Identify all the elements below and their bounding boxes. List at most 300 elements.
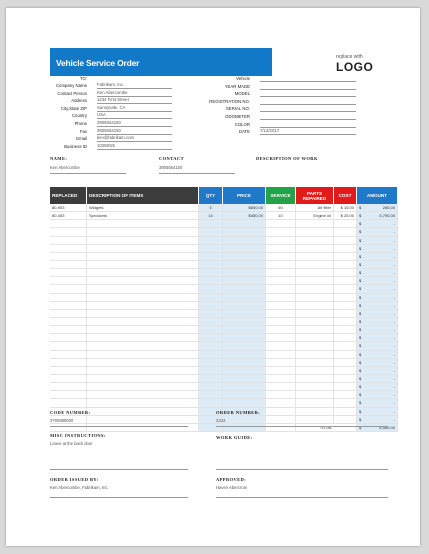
price-cell xyxy=(223,252,266,260)
replaced-cell xyxy=(50,244,87,252)
price-cell xyxy=(223,366,266,374)
amount-currency: $ xyxy=(359,262,362,268)
amount-value: - xyxy=(393,237,395,243)
amount-currency: $ xyxy=(359,319,362,325)
qty-cell xyxy=(199,277,223,285)
code-number-underline xyxy=(50,426,188,427)
description-cell xyxy=(87,358,199,366)
parts-cell xyxy=(296,366,334,374)
amount-cell xyxy=(357,277,398,285)
replaced-cell xyxy=(50,374,87,382)
price-cell xyxy=(223,220,266,228)
replaced-cell xyxy=(50,236,87,244)
to-field-value: Sunnyvale, CA xyxy=(97,105,172,112)
parts-cell xyxy=(296,236,334,244)
parts-cell xyxy=(296,260,334,268)
replaced-cell xyxy=(50,326,87,334)
amount-cell xyxy=(357,399,398,407)
cost-cell xyxy=(334,317,357,325)
amount-value: - xyxy=(393,367,395,373)
parts-cell xyxy=(296,415,334,423)
col-amount: AMOUNT xyxy=(357,187,398,204)
amount-value: - xyxy=(393,359,395,365)
description-cell xyxy=(87,220,199,228)
service-cell xyxy=(266,236,296,244)
cost-cell xyxy=(334,244,357,252)
table-header-row xyxy=(50,187,398,204)
amount-currency: $ xyxy=(359,384,362,390)
replaced-cell xyxy=(50,399,87,407)
service-cell xyxy=(266,326,296,334)
parts-cell xyxy=(296,244,334,252)
price-cell: $600.00 xyxy=(223,204,266,212)
price-cell xyxy=(223,326,266,334)
parts-cell xyxy=(296,285,334,293)
cost-cell xyxy=(334,383,357,391)
service-cell xyxy=(266,309,296,317)
table-row xyxy=(50,366,398,374)
amount-currency: $ xyxy=(359,400,362,406)
amount-cell xyxy=(357,236,398,244)
table-row xyxy=(50,317,398,325)
replaced-cell xyxy=(50,391,87,399)
cost-cell xyxy=(334,285,357,293)
amount-currency: $ xyxy=(359,229,362,235)
description-cell xyxy=(87,309,199,317)
order-number-label: ORDER NUMBER: xyxy=(216,410,261,415)
empty-cell xyxy=(87,423,199,431)
table-row xyxy=(50,358,398,366)
amount-cell xyxy=(357,301,398,309)
amount-cell xyxy=(357,358,398,366)
table-row xyxy=(50,212,398,220)
work-guide-underline xyxy=(216,469,388,470)
table-row xyxy=(50,293,398,301)
amount-value: - xyxy=(393,221,395,227)
cost-cell xyxy=(334,260,357,268)
service-cell xyxy=(266,293,296,301)
amount-cell xyxy=(357,317,398,325)
amount-cell xyxy=(357,374,398,382)
amount-value: - xyxy=(393,245,395,251)
description-cell xyxy=(87,407,199,415)
cost-cell: $ 15.00 xyxy=(334,204,357,212)
replaced-cell xyxy=(50,317,87,325)
description-cell xyxy=(87,277,199,285)
service-cell xyxy=(266,342,296,350)
price-cell xyxy=(223,269,266,277)
qty-cell xyxy=(199,228,223,236)
description-cell xyxy=(87,350,199,358)
code-number-value: 3780889000 xyxy=(50,418,74,423)
service-cell xyxy=(266,358,296,366)
table-row xyxy=(50,260,398,268)
replaced-cell xyxy=(50,342,87,350)
to-field-value: 1025EN5 xyxy=(97,143,172,150)
parts-cell xyxy=(296,220,334,228)
misc-instructions-value: Leave at the back door xyxy=(50,441,93,446)
parts-cell xyxy=(296,374,334,382)
replaced-cell xyxy=(50,220,87,228)
cost-cell xyxy=(334,326,357,334)
cost-cell xyxy=(334,391,357,399)
amount-value: - xyxy=(393,384,395,390)
amount-value: - xyxy=(393,351,395,357)
price-cell xyxy=(223,244,266,252)
amount-cell xyxy=(357,212,398,220)
description-cell xyxy=(87,366,199,374)
to-field-label: Business ID xyxy=(64,143,87,149)
price-cell xyxy=(223,374,266,382)
col-service: SERVICE xyxy=(266,187,296,204)
price-cell xyxy=(223,391,266,399)
replaced-cell xyxy=(50,269,87,277)
vehicle-field-label: SERIAL NO. xyxy=(226,106,250,112)
service-cell: 50 xyxy=(266,204,296,212)
amount-currency: $ xyxy=(359,359,362,365)
cost-cell xyxy=(334,301,357,309)
price-cell xyxy=(223,301,266,309)
description-cell xyxy=(87,293,199,301)
qty-cell xyxy=(199,236,223,244)
vehicle-field-label: ODOMETER xyxy=(225,114,250,119)
service-cell xyxy=(266,301,296,309)
price-cell xyxy=(223,383,266,391)
qty-cell xyxy=(199,334,223,342)
price-cell xyxy=(223,228,266,236)
amount-value: - xyxy=(393,310,395,316)
order-number-value: 2234 xyxy=(216,418,226,423)
work-description-label: DESCRIPTION OF WORK xyxy=(256,156,318,161)
description-cell xyxy=(87,391,199,399)
qty-cell xyxy=(199,358,223,366)
amount-cell xyxy=(357,415,398,423)
price-cell xyxy=(223,309,266,317)
contact-underline xyxy=(159,173,235,174)
amount-currency: $ xyxy=(359,278,362,284)
table-row xyxy=(50,220,398,228)
replaced-cell: 80-903 xyxy=(50,204,87,212)
vehicle-field-value: 7/12/2017 xyxy=(260,128,356,135)
qty-cell xyxy=(199,399,223,407)
name-underline xyxy=(50,173,126,174)
amount-value: 285.00 xyxy=(382,205,395,211)
description-cell xyxy=(87,260,199,268)
amount-currency: $ xyxy=(359,343,362,349)
col-description: DESCRIPTION OF ITEMS xyxy=(87,187,199,204)
cost-cell: $ 25.00 xyxy=(334,212,357,220)
amount-currency: $ xyxy=(359,408,362,414)
empty-cell xyxy=(223,423,266,431)
amount-value: - xyxy=(393,294,395,300)
empty-cell xyxy=(50,423,87,431)
to-heading: TO: xyxy=(79,76,87,81)
amount-cell xyxy=(357,383,398,391)
price-cell xyxy=(223,415,266,423)
description-cell xyxy=(87,269,199,277)
qty-cell xyxy=(199,252,223,260)
amount-value: - xyxy=(393,335,395,341)
amount-currency: $ xyxy=(359,237,362,243)
items-body xyxy=(50,204,398,431)
amount-value: - xyxy=(393,229,395,235)
vehicle-field-value xyxy=(260,83,356,90)
cost-cell xyxy=(334,334,357,342)
to-field-value: Ken Abercombe xyxy=(97,90,172,97)
service-cell xyxy=(266,228,296,236)
amount-currency: $ xyxy=(359,253,362,259)
parts-cell xyxy=(296,334,334,342)
description-cell xyxy=(87,285,199,293)
price-cell xyxy=(223,358,266,366)
name-value: Ken Abercombe xyxy=(50,165,80,170)
qty-cell: 3 xyxy=(199,204,223,212)
cost-cell xyxy=(334,252,357,260)
parts-cell xyxy=(296,317,334,325)
amount-value: - xyxy=(393,343,395,349)
misc-instructions-underline xyxy=(50,469,188,470)
cost-cell xyxy=(334,407,357,415)
replaced-cell xyxy=(50,285,87,293)
parts-cell: Air filter xyxy=(296,204,334,212)
col-price: PRICE xyxy=(223,187,266,204)
qty-cell: 14 xyxy=(199,212,223,220)
cost-cell xyxy=(334,220,357,228)
amount-value: - xyxy=(393,392,395,398)
table-row xyxy=(50,326,398,334)
description-cell xyxy=(87,252,199,260)
vehicle-field-label: YEAR MADE xyxy=(224,83,250,89)
parts-cell xyxy=(296,399,334,407)
amount-currency: $ xyxy=(359,327,362,333)
replaced-cell xyxy=(50,252,87,260)
table-row xyxy=(50,309,398,317)
cost-cell xyxy=(334,358,357,366)
approved-value: Haven Abercrom xyxy=(216,485,248,490)
cost-cell xyxy=(334,399,357,407)
name-label: NAME: xyxy=(50,156,68,161)
to-field-label: Contact Person xyxy=(57,90,87,96)
parts-cell xyxy=(296,350,334,358)
amount-currency: $ xyxy=(359,416,362,422)
to-field-value: USA xyxy=(97,112,172,119)
amount-value: - xyxy=(393,286,395,292)
parts-cell xyxy=(296,358,334,366)
to-field-label: Address xyxy=(71,98,87,104)
qty-cell xyxy=(199,374,223,382)
service-cell xyxy=(266,317,296,325)
amount-value: - xyxy=(393,262,395,268)
description-cell xyxy=(87,342,199,350)
replaced-cell xyxy=(50,383,87,391)
contact-label: CONTACT xyxy=(159,156,184,161)
amount-cell xyxy=(357,366,398,374)
col-cost: COST xyxy=(334,187,357,204)
table-row xyxy=(50,391,398,399)
description-cell xyxy=(87,236,199,244)
amount-value: - xyxy=(393,416,395,422)
vehicle-field-value xyxy=(260,113,356,120)
description-cell xyxy=(87,415,199,423)
amount-cell xyxy=(357,342,398,350)
amount-cell xyxy=(357,252,398,260)
approved-label: APPROVED: xyxy=(216,477,247,482)
price-cell xyxy=(223,236,266,244)
amount-currency: $ xyxy=(359,351,362,357)
table-row xyxy=(50,204,398,212)
vehicle-field-label: COLOR xyxy=(234,121,250,127)
table-row xyxy=(50,244,398,252)
to-field-value: ken@fabrikam.com xyxy=(97,135,172,142)
amount-value: - xyxy=(393,278,395,284)
order-issued-by-label: ORDER ISSUED BY: xyxy=(50,477,99,482)
parts-cell xyxy=(296,326,334,334)
cost-cell xyxy=(334,415,357,423)
amount-currency: $ xyxy=(359,310,362,316)
order-issued-by-value: Ken Abercombe, Fabrikam, Inc. xyxy=(50,485,109,490)
amount-value: - xyxy=(393,400,395,406)
contact-value: 3905554150 xyxy=(159,165,183,170)
amount-currency: $ xyxy=(359,221,362,227)
vehicle-field-value xyxy=(260,90,356,97)
amount-value: - xyxy=(393,327,395,333)
document-title: Vehicle Service Order xyxy=(56,58,140,68)
table-row xyxy=(50,277,398,285)
price-cell xyxy=(223,285,266,293)
parts-cell xyxy=(296,407,334,415)
qty-cell xyxy=(199,301,223,309)
amount-currency: $ xyxy=(359,213,362,219)
cost-cell xyxy=(334,277,357,285)
parts-cell xyxy=(296,391,334,399)
amount-value: - xyxy=(393,302,395,308)
table-row xyxy=(50,301,398,309)
vehicle-field-label: Vehicle xyxy=(236,76,250,81)
amount-currency: $ xyxy=(359,302,362,308)
misc-instructions-label: MISC INSTRUCTIONS: xyxy=(50,433,106,438)
qty-cell xyxy=(199,285,223,293)
order-issued-by-underline xyxy=(50,497,188,498)
parts-cell xyxy=(296,309,334,317)
qty-cell xyxy=(199,244,223,252)
service-cell xyxy=(266,244,296,252)
price-cell xyxy=(223,342,266,350)
description-cell xyxy=(87,301,199,309)
service-cell xyxy=(266,415,296,423)
amount-currency: $ xyxy=(359,245,362,251)
parts-cell: Engine oil xyxy=(296,212,334,220)
amount-currency: $ xyxy=(359,376,362,382)
amount-currency: $ xyxy=(359,270,362,276)
description-cell xyxy=(87,383,199,391)
order-number-underline xyxy=(216,426,388,427)
description-cell: Sprockets xyxy=(87,212,199,220)
parts-cell xyxy=(296,269,334,277)
description-cell xyxy=(87,326,199,334)
amount-value: - xyxy=(393,270,395,276)
amount-currency: $ xyxy=(359,205,362,211)
table-row xyxy=(50,342,398,350)
to-field-label: Fax xyxy=(79,128,87,134)
amount-cell xyxy=(357,293,398,301)
price-cell xyxy=(223,399,266,407)
price-cell xyxy=(223,317,266,325)
amount-currency: $ xyxy=(359,294,362,300)
items-table xyxy=(50,187,398,432)
price-cell xyxy=(223,350,266,358)
replaced-cell xyxy=(50,358,87,366)
amount-currency: $ xyxy=(359,335,362,341)
price-cell: $450.00 xyxy=(223,212,266,220)
col-qty: QTY xyxy=(199,187,223,204)
description-cell xyxy=(87,317,199,325)
parts-cell xyxy=(296,293,334,301)
amount-cell xyxy=(357,391,398,399)
amount-cell xyxy=(357,220,398,228)
description-cell xyxy=(87,244,199,252)
vehicle-field-label: REGISTRATION NO. xyxy=(209,98,250,104)
price-cell xyxy=(223,277,266,285)
amount-cell xyxy=(357,228,398,236)
table-row xyxy=(50,383,398,391)
amount-cell xyxy=(357,407,398,415)
replaced-cell xyxy=(50,293,87,301)
amount-cell xyxy=(357,334,398,342)
qty-cell xyxy=(199,326,223,334)
to-field-value: 3905554150 xyxy=(97,120,172,127)
replaced-cell xyxy=(50,228,87,236)
document-page xyxy=(6,8,420,546)
amount-cell xyxy=(357,204,398,212)
amount-cell xyxy=(357,326,398,334)
qty-cell xyxy=(199,293,223,301)
total-row xyxy=(50,423,398,431)
cost-cell xyxy=(334,269,357,277)
replaced-cell xyxy=(50,350,87,358)
description-cell xyxy=(87,228,199,236)
col-parts-repaired: PARTS REPAIRED xyxy=(296,187,334,204)
table-row xyxy=(50,350,398,358)
service-cell xyxy=(266,383,296,391)
amount-cell xyxy=(357,350,398,358)
to-field-value: 3905554150 xyxy=(97,128,172,135)
replaced-cell xyxy=(50,301,87,309)
amount-value: - xyxy=(393,408,395,414)
service-cell xyxy=(266,220,296,228)
parts-cell xyxy=(296,277,334,285)
qty-cell xyxy=(199,391,223,399)
to-field-label: Email xyxy=(76,136,87,142)
parts-cell xyxy=(296,342,334,350)
logo-placeholder: LOGO xyxy=(336,60,374,74)
description-cell: Widgets xyxy=(87,204,199,212)
amount-cell xyxy=(357,269,398,277)
qty-cell xyxy=(199,350,223,358)
service-cell xyxy=(266,374,296,382)
price-cell xyxy=(223,260,266,268)
service-cell xyxy=(266,391,296,399)
vehicle-field-value xyxy=(260,105,356,112)
to-field-value: 1234 First Street xyxy=(97,97,172,104)
amount-cell xyxy=(357,260,398,268)
service-cell: 10 xyxy=(266,212,296,220)
amount-currency: $ xyxy=(359,286,362,292)
qty-cell xyxy=(199,366,223,374)
amount-cell xyxy=(357,244,398,252)
vehicle-field-value xyxy=(260,121,356,128)
service-cell xyxy=(266,260,296,268)
table-row xyxy=(50,399,398,407)
